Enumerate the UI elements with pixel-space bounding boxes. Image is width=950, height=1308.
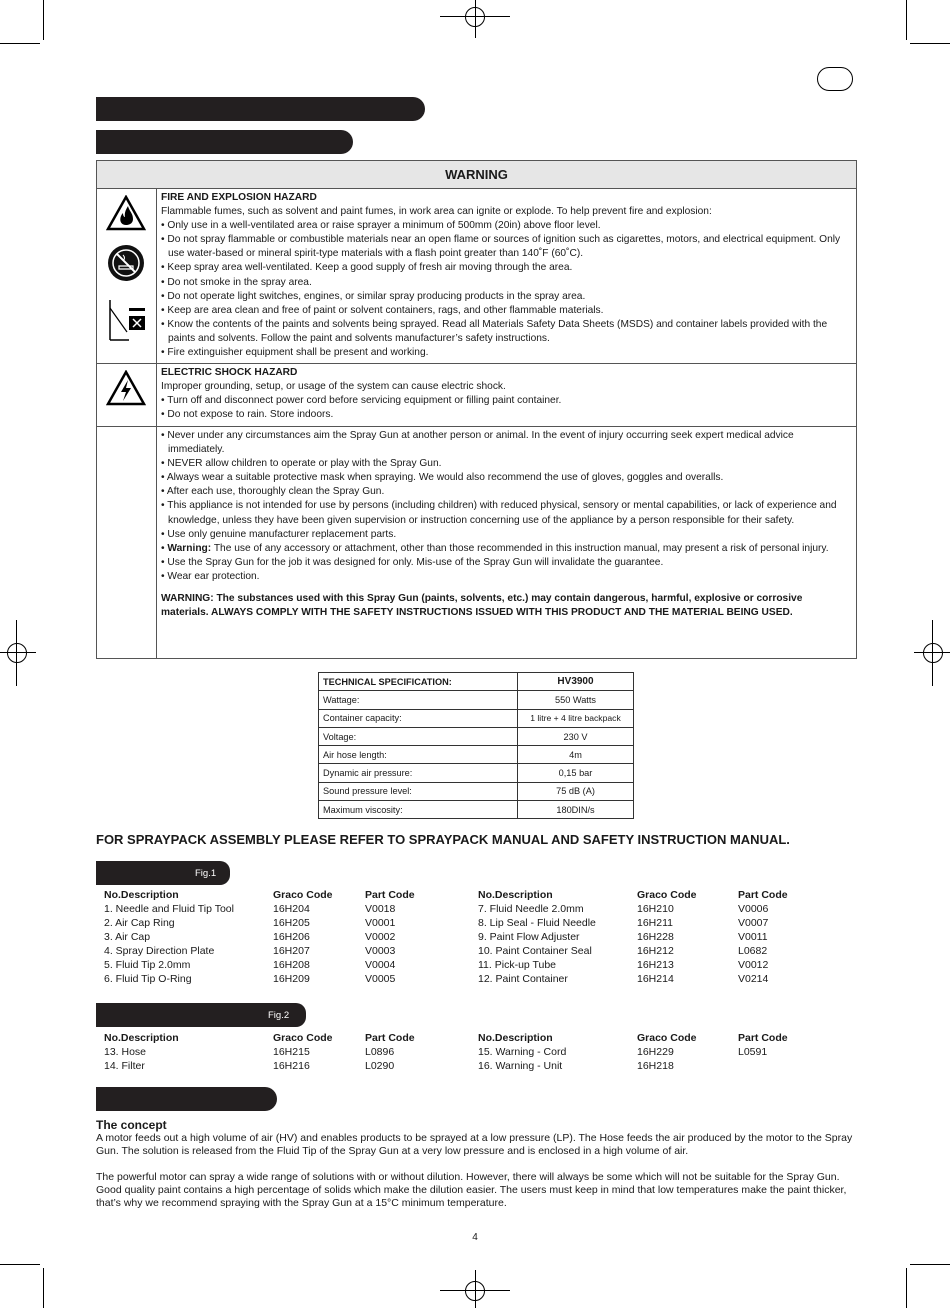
fire-extinguisher-icon <box>105 298 149 342</box>
graco-code: 16H206 <box>273 931 310 943</box>
part-description: 10. Paint Container Seal <box>478 945 592 957</box>
table-row <box>104 916 464 930</box>
table-row <box>478 916 838 930</box>
crop-mark <box>0 1264 40 1265</box>
column-header: Graco Code <box>273 1032 333 1044</box>
part-code: V0004 <box>365 959 396 971</box>
part-code: L0591 <box>738 1046 768 1058</box>
table-row <box>104 902 464 916</box>
list-item: • Do not operate light switches, engines, or similar spray producing products in the spray area. <box>161 290 852 304</box>
electric-hazard-intro: Improper grounding, setup, or usage of the system can cause electric shock. <box>161 381 506 393</box>
graco-code: 16H218 <box>637 1060 674 1072</box>
table-row <box>319 801 634 819</box>
list-item: • Always wear a suitable protective mask when spraying. We would also recommend the use of gloves, goggles and overalls. <box>161 471 852 485</box>
assembly-note: FOR SPRAYPACK ASSEMBLY PLEASE REFER TO SPRAYPACK MANUAL AND SAFETY INSTRUCTION MANUAL. <box>96 832 790 847</box>
list-item: • Wear ear protection. <box>161 570 852 584</box>
graco-code: 16H205 <box>273 917 310 929</box>
fire-hazard-title: FIRE AND EXPLOSION HAZARD <box>161 192 317 203</box>
part-description: 2. Air Cap Ring <box>104 917 175 929</box>
concept-paragraph-2: The powerful motor can spray a wide range of solutions with or without dilution. However, there will always be some which will not be suitable for the Spray Gun. Good quality paint contains a high percentage of solids which make the dilution easier. The users must keep in mind that low temperatures make the paint thicker, that’s why we recommend spraying with the Spray Gun at a 15°C minimum temperature. <box>96 1171 847 1209</box>
part-description: 14. Filter <box>104 1060 145 1072</box>
list-item: • Use the Spray Gun for the job it was designed for only. Mis-use of the Spray Gun will invalidate the guarantee. <box>161 556 852 570</box>
column-header: No.Description <box>104 1032 179 1044</box>
page-number: 4 <box>472 1232 478 1243</box>
part-description: 12. Paint Container <box>478 973 568 985</box>
fig2-parts-right <box>478 1031 838 1073</box>
fig2-parts-left <box>104 1031 464 1073</box>
table-row <box>319 746 634 764</box>
crop-mark <box>43 1268 44 1308</box>
list-item: • Use only genuine manufacturer replacement parts. <box>161 528 852 542</box>
list-item <box>161 542 852 556</box>
part-code: V0011 <box>738 931 768 943</box>
list-item: • Never under any circumstances aim the Spray Gun at another person or animal. In the event of injury occurring seek expert medical advice immediately. <box>161 429 852 457</box>
part-code: L0290 <box>365 1060 395 1072</box>
graco-code: 16H210 <box>637 903 674 915</box>
concept-paragraph-1: A motor feeds out a high volume of air (HV) and enables products to be sprayed at a low pressure (LP). The Hose feeds the air produced by the motor to the Spray Gun. The solution is released from the Fluid Tip of the Spray Gun at a very low pressure and is enclosed in a high volume of air. <box>96 1132 853 1157</box>
table-row <box>478 1031 838 1045</box>
no-smoking-icon <box>107 244 145 282</box>
part-description: 3. Air Cap <box>104 931 151 943</box>
accessory-warning-text: The use of any accessory or attachment, other than those recommended in this instruction manual, may present a risk of personal injury. <box>211 542 829 554</box>
column-header: Graco Code <box>637 889 697 901</box>
accessory-warning-label: Warning: <box>167 542 212 554</box>
crop-mark <box>910 1264 950 1265</box>
fire-hazard-intro: Flammable fumes, such as solvent and paint fumes, in work area can ignite or explode. To help prevent fire and explosion: <box>161 206 712 218</box>
concept-title: The concept <box>96 1118 167 1132</box>
table-row <box>478 1059 838 1073</box>
graco-code: 16H216 <box>273 1060 310 1072</box>
fig1-label: Fig.1 <box>195 868 217 879</box>
technical-specification-table <box>318 672 634 819</box>
column-header: Graco Code <box>637 1032 697 1044</box>
spec-value: 4m <box>518 746 634 764</box>
table-row <box>319 691 634 709</box>
part-code: V0214 <box>738 973 769 985</box>
list-item: • Keep spray area well-ventilated. Keep a good supply of fresh air moving through the area. <box>161 261 852 275</box>
list-item: • Keep are area clean and free of paint or solvent containers, rags, and other flammable materials. <box>161 304 852 318</box>
electric-shock-icon <box>106 370 146 406</box>
fig1-heading-bar <box>96 861 230 885</box>
part-code: V0001 <box>365 917 396 929</box>
fig1-parts-right <box>478 888 838 986</box>
graco-code: 16H209 <box>273 973 310 985</box>
column-header: No.Description <box>478 1032 553 1044</box>
part-code: V0002 <box>365 931 396 943</box>
graco-code: 16H213 <box>637 959 674 971</box>
column-header: Part Code <box>365 889 415 901</box>
table-row <box>478 958 838 972</box>
part-code: V0012 <box>738 959 769 971</box>
fig2-label: Fig.2 <box>268 1010 290 1021</box>
part-code: V0006 <box>738 903 769 915</box>
table-row <box>319 709 634 727</box>
crop-mark <box>910 43 950 44</box>
part-description: 8. Lip Seal - Fluid Needle <box>478 917 596 929</box>
column-header: No.Description <box>104 889 179 901</box>
general-warnings-row <box>97 427 856 658</box>
spec-value: 75 dB (A) <box>518 782 634 800</box>
column-header: Graco Code <box>273 889 333 901</box>
column-header: No.Description <box>478 889 553 901</box>
table-row <box>478 944 838 958</box>
list-item: • Do not spray flammable or combustible materials near an open flame or sources of ignition such as cigarettes, motors, and electrical equipment. Only use water-based or mineral spirit-type materials with a flash point greater than 140˚F (60˚C). <box>161 233 852 261</box>
spec-model: HV3900 <box>518 673 634 691</box>
part-description: 11. Pick-up Tube <box>478 959 557 971</box>
table-row <box>478 930 838 944</box>
crop-mark <box>906 1268 907 1308</box>
spec-value: 180DIN/s <box>518 801 634 819</box>
part-code: L0896 <box>365 1046 395 1058</box>
spec-label: Maximum viscosity: <box>319 801 518 819</box>
list-item: • Turn off and disconnect power cord before servicing equipment or filling paint container. <box>161 394 852 408</box>
list-item: • NEVER allow children to operate or play with the Spray Gun. <box>161 457 852 471</box>
list-item: • Fire extinguisher equipment shall be present and working. <box>161 346 852 360</box>
spec-value: 0,15 bar <box>518 764 634 782</box>
table-row <box>478 888 838 902</box>
spec-label: Air hose length: <box>319 746 518 764</box>
part-description: 13. Hose <box>104 1046 147 1058</box>
graco-code: 16H212 <box>637 945 674 957</box>
fire-hazard-row <box>97 189 856 364</box>
spec-label: Wattage: <box>319 691 518 709</box>
table-row <box>319 782 634 800</box>
table-row <box>104 958 464 972</box>
table-row <box>319 673 634 691</box>
part-code: V0003 <box>365 945 396 957</box>
table-row <box>104 930 464 944</box>
table-row <box>104 1031 464 1045</box>
table-row <box>104 1059 464 1073</box>
graco-code: 16H229 <box>637 1046 674 1058</box>
crop-mark <box>43 0 44 40</box>
list-item: • After each use, thoroughly clean the Spray Gun. <box>161 485 852 499</box>
part-code: V0005 <box>365 973 396 985</box>
list-item: • Do not expose to rain. Store indoors. <box>161 408 852 422</box>
table-row <box>478 902 838 916</box>
table-row <box>478 1045 838 1059</box>
warning-heading: WARNING <box>97 161 856 189</box>
table-row <box>104 972 464 986</box>
part-description: 7. Fluid Needle 2.0mm <box>478 903 584 915</box>
graco-code: 16H214 <box>637 973 674 985</box>
spec-label: Container capacity: <box>319 709 518 727</box>
part-description: 1. Needle and Fluid Tip Tool <box>104 903 234 915</box>
graco-code: 16H211 <box>637 917 674 929</box>
list-item: • Do not smoke in the spray area. <box>161 276 852 290</box>
concept-heading-bar <box>96 1087 277 1111</box>
table-row <box>104 944 464 958</box>
spec-label: Sound pressure level: <box>319 782 518 800</box>
graco-code: 16H204 <box>273 903 310 915</box>
electric-hazard-title: ELECTRIC SHOCK HAZARD <box>161 367 298 378</box>
list-item: • This appliance is not intended for use by persons (including children) with reduced physical, sensory or mental capabilities, or lack of experience and knowledge, unless they have been given supervision or instruction concerning use of the appliance by a person responsible for their safety. <box>161 499 852 527</box>
electric-hazard-row <box>97 364 856 427</box>
column-header: Part Code <box>738 889 788 901</box>
table-row <box>478 972 838 986</box>
graco-code: 16H228 <box>637 931 674 943</box>
graco-code: 16H215 <box>273 1046 310 1058</box>
warning-table <box>96 160 857 659</box>
substances-warning-note: WARNING: The substances used with this Spray Gun (paints, solvents, etc.) may contain dangerous, harmful, explosive or corrosive materials. ALWAYS COMPLY WITH THE SAFETY INSTRUCTIONS ISSUED WITH THIS PRODUCT AND THE MATERIAL BEING USED. <box>161 593 803 619</box>
table-row <box>319 764 634 782</box>
part-description: 9. Paint Flow Adjuster <box>478 931 580 943</box>
fig2-heading-bar <box>96 1003 306 1027</box>
subsection-heading-bar <box>96 130 353 154</box>
crop-mark <box>906 0 907 40</box>
fig1-parts-left <box>104 888 464 986</box>
part-description: 15. Warning - Cord <box>478 1046 567 1058</box>
graco-code: 16H208 <box>273 959 310 971</box>
part-description: 5. Fluid Tip 2.0mm <box>104 959 191 971</box>
part-code: L0682 <box>738 945 768 957</box>
spec-label: Voltage: <box>319 727 518 745</box>
table-row <box>319 727 634 745</box>
part-code: V0007 <box>738 917 769 929</box>
column-header: Part Code <box>738 1032 788 1044</box>
graco-code: 16H207 <box>273 945 310 957</box>
fire-warning-icon <box>106 195 146 231</box>
part-code: V0018 <box>365 903 396 915</box>
part-description: 16. Warning - Unit <box>478 1060 563 1072</box>
language-badge <box>817 67 853 91</box>
spec-value: 550 Watts <box>518 691 634 709</box>
list-item: • Know the contents of the paints and solvents being sprayed. Read all Materials Safety Data Sheets (MSDS) and container labels provided with the paints and solvents. Follow the paint and solvents manufacturer’s safety instructions. <box>161 318 852 346</box>
table-row <box>104 1045 464 1059</box>
section-heading-bar <box>96 97 425 121</box>
part-description: 6. Fluid Tip O-Ring <box>104 973 192 985</box>
spec-header: TECHNICAL SPECIFICATION: <box>319 673 518 691</box>
column-header: Part Code <box>365 1032 415 1044</box>
table-row <box>104 888 464 902</box>
part-description: 4. Spray Direction Plate <box>104 945 215 957</box>
spec-label: Dynamic air pressure: <box>319 764 518 782</box>
spec-value: 230 V <box>518 727 634 745</box>
spec-value: 1 litre + 4 litre backpack <box>518 709 634 727</box>
list-item: • Only use in a well-ventilated area or raise sprayer a minimum of 500mm (20in) above floor level. <box>161 219 852 233</box>
crop-mark <box>0 43 40 44</box>
